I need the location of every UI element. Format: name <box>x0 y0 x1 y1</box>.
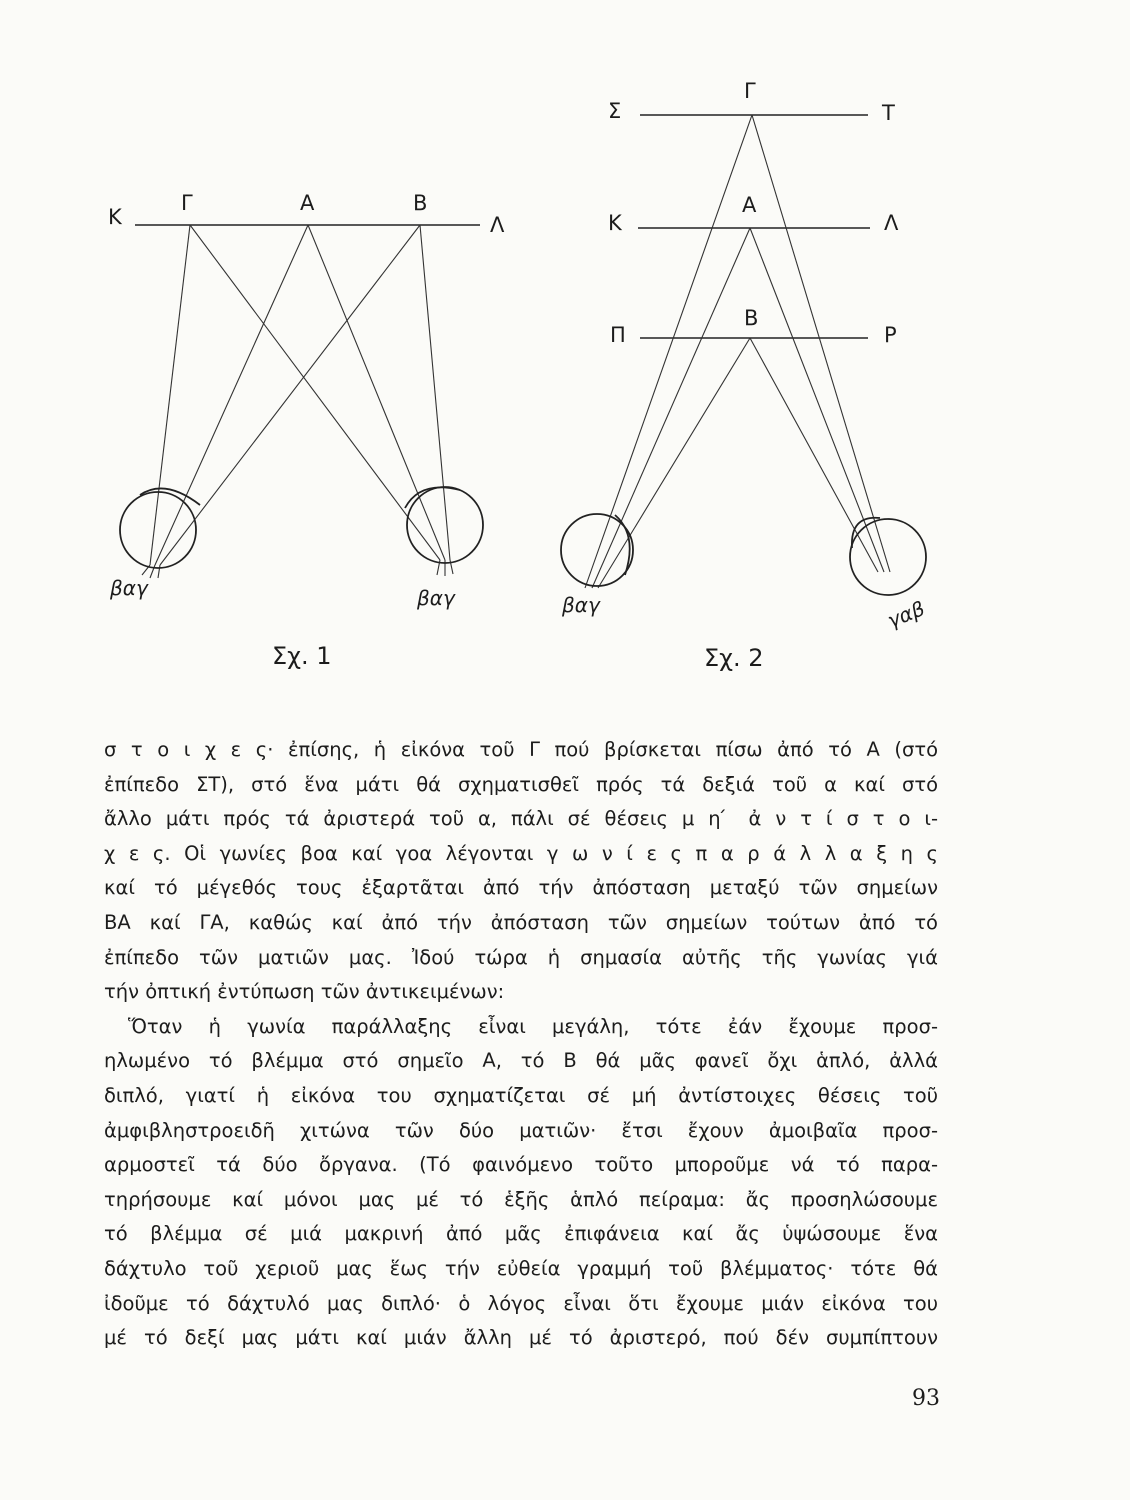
fig1-ray <box>155 225 308 565</box>
fig1-label-A: Α <box>300 191 315 215</box>
fig2-caption: Σχ. 2 <box>704 644 764 672</box>
fig2-label-A: Α <box>742 193 757 217</box>
text-line: διπλό, γιατί ἡ εἰκόνα του σχηματίζεται σέ μή ἀντίστοιχες θέσεις τοῦ <box>104 1083 938 1107</box>
text-line: ἐπίπεδο τῶν ματιῶν μας. Ἰδού τώρα ἡ σημασία αὐτῆς τῆς γωνίας γιά <box>104 945 938 969</box>
text-line: ἰδοῦμε τό δάχτυλό μας διπλό· ὁ λόγος εἶναι ὅτι ἔχουμε μιάν εἰκόνα του <box>104 1291 938 1315</box>
fig1-label-K: Κ <box>108 205 122 229</box>
text-line: αρμοστεῖ τά δύο ὄργανα. (Τό φαινόμενο τοῦτο μποροῦμε νά τό παρα- <box>104 1153 938 1177</box>
fig2-ray <box>752 115 890 572</box>
fig2-label-S: Σ <box>608 99 622 123</box>
fig2-label-P: Π <box>610 323 626 347</box>
fig2-right-eye-label: γαβ <box>884 596 929 633</box>
fig2-label-L: Λ <box>884 211 899 235</box>
fig1-left-eye-label: βαγ <box>110 576 148 600</box>
fig1-label-G: Γ <box>181 191 193 215</box>
fig1-label-B: Β <box>413 191 428 215</box>
fig1-ray <box>158 565 160 578</box>
fig1-ray <box>150 225 190 565</box>
text-line: χ ε ς. Οἱ γωνίες βοα καί γοα λέγονται γ ω ν ί ε ς π α ρ ά λ λ α ξ η ς <box>104 841 938 865</box>
fig1-label-L: Λ <box>490 213 505 237</box>
fig1-left-eye-cornea <box>140 488 200 505</box>
fig2-left-eye-label: βαγ <box>562 593 600 617</box>
text-line: σ τ ο ι χ ε ς· ἐπίσης, ἡ εἰκόνα τοῦ Γ πού βρίσκεται πίσω ἀπό τό Α (στό <box>104 738 938 761</box>
figure-2 <box>561 79 928 672</box>
fig1-caption: Σχ. 1 <box>272 642 332 670</box>
body-text <box>104 733 938 1356</box>
text-line: καί τό μέγεθός τους ἐξαρτᾶται ἀπό τήν ἀπόσταση μεταξύ τῶν σημείων <box>104 876 938 900</box>
fig2-label-G: Γ <box>744 79 756 103</box>
fig2-ray <box>750 338 878 572</box>
text-line: ΒΑ καί ΓΑ, καθώς καί ἀπό τήν ἀπόσταση τῶν σημείων τούτων ἀπό τό <box>104 910 938 934</box>
text-line: μέ τό δεξί μας μάτι καί μιάν ἄλλη μέ τό ἀριστερό, πού δέν συμπίπτουν <box>104 1326 938 1350</box>
figures-area <box>0 0 1130 700</box>
text-line: ἄλλο μάτι πρός τά ἀριστερά τοῦ α, πάλι σέ θέσεις μ η ́ ἀ ν τ ί σ τ ο ι- <box>104 807 938 831</box>
fig1-ray <box>190 225 440 560</box>
text-line: ἀμφιβληστροειδῆ χιτώνα τῶν δύο ματιῶν· ἔτσι ἔχουν ἀμοιβαῖα προσ- <box>104 1118 938 1142</box>
fig2-left-eye <box>561 514 633 586</box>
fig2-right-eye <box>850 519 926 595</box>
fig2-label-R: Ρ <box>884 323 897 347</box>
text-line: τό βλέμμα σέ μιά μακρινή ἀπό μᾶς ἐπιφάνεια καί ἄς ὑψώσουμε ἕνα <box>104 1222 938 1246</box>
fig2-label-T: Τ <box>882 101 895 125</box>
text-line: δάχτυλο τοῦ χεριοῦ μας ἕως τήν εὐθεία γραμμή τοῦ βλέμματος· τότε θά <box>104 1256 938 1280</box>
text-line: ἐπίπεδο ΣΤ), στό ἕνα μάτι θά σχηματισθεῖ πρός τά δεξιά τοῦ α καί στό <box>104 772 938 796</box>
text-line: τηρήσουμε καί μόνοι μας μέ τό ἑξῆς ἁπλό πείραμα: ἄς προσηλώσουμε <box>104 1187 938 1211</box>
text-line: Ὅταν ἡ γωνία παράλλαξης εἶναι μεγάλη, τότε ἐάν ἔχουμε προσ- <box>128 1014 938 1038</box>
figure-1 <box>108 191 505 670</box>
page-number: 93 <box>912 1386 940 1411</box>
text-line: ηλωμένο τό βλέμμα στό σημεῖο Α, τό Β θά μᾶς φανεῖ ὄχι ἁπλό, ἀλλά <box>104 1049 938 1073</box>
fig2-label-K: Κ <box>608 211 622 235</box>
fig2-left-eye-cornea <box>615 515 630 575</box>
text-line: τήν ὀπτική ἐντύπωση τῶν ἀντικειμένων: <box>104 980 505 1004</box>
fig1-ray <box>160 225 420 565</box>
fig2-ray <box>598 338 750 588</box>
fig2-ray <box>592 228 750 588</box>
fig2-label-B: Β <box>744 306 759 330</box>
fig1-right-eye-label: βαγ <box>417 586 455 610</box>
fig1-left-eye <box>120 492 196 568</box>
